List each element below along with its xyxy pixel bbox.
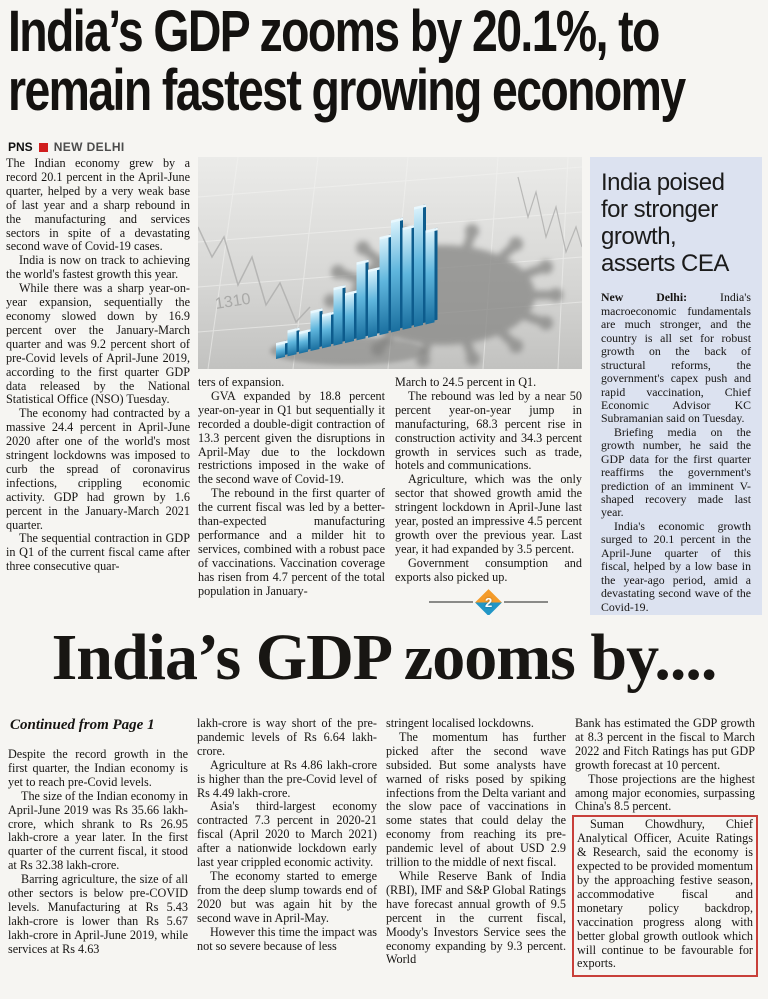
photo-watermark: 1310 [213,290,252,313]
paragraph: Government consumption and exports also picked up. [395,555,582,584]
gdp-bar-chart-photo [198,157,582,369]
main-headline-line1: India’s GDP zooms by 20.1%, to [8,0,659,64]
continued-from-label: Continued from Page 1 [10,717,155,733]
paragraph: The economy had contracted by a massive 24.4 percent in April-June 2020 after one of the world's most stringent lockdowns was imposed to curb the spread of coronavirus infections, crippling economic activity. GDP had grown by 1.6 percent in the January-March 2021 quarter. [6,406,190,532]
paragraph: lakh-crore is way short of the pre-pandemic levels of Rs 6.64 lakh-crore. [197,716,377,758]
paragraph: The size of the Indian economy in April-June 2019 was Rs 35.66 lakh-crore, which shrank to Rs 26.95 lakh-crore a year later. In the first quarter of the current fiscal, it stood at Rs 32.38 lakh-crore. [8,788,188,873]
paragraph: stringent localised lockdowns. [386,716,534,730]
paragraph: Bank has estimated the GDP growth at 8.3 percent in the fiscal to March 2022 and Fitch Ratings has put GDP growth forecast at 10 percent. [575,716,755,772]
end-mark [395,593,582,612]
paragraph: Asia's third-largest economy contracted 7.3 percent in 2020-21 fiscal (April 2020 to March 2021) after a nationwide lockdown early last year crippled economic activity. [197,799,377,870]
paragraph: The sequential contraction in GDP in Q1 of the current fiscal came after three consecutive quar- [6,531,190,574]
sidebar-headline: India poised for stronger growth, asserts CEA [601,169,729,278]
byline [0,138,768,157]
continuation-column-1 [8,717,188,999]
article-center [198,157,582,615]
paragraph: India's economic growth surged to 20.1 percent in the April-June quarter of this fiscal, helped by a low base in the year-ago period, amid a devastating second wave of the Covid-19. [601,518,751,614]
highlighted-quote-box [572,815,758,977]
paragraph: While Reserve Bank of India (RBI), IMF and S&P Global Ratings have forecast annual growth of 9.5 percent in the current fiscal, Moody's Investors Service sees the economy expanding by 9.3 percent. World [386,868,566,967]
main-headline [0,0,768,138]
paragraph: March to 24.5 percent in Q1. [395,375,537,389]
highlighted-paragraph: Suman Chowdhury, Chief Analytical Officer, Acuite Ratings & Research, said the economy is expected to be provided momentum by the approaching festive season, accommodative fiscal and monetary policy backdrop, vaccination progress along with better global growth outlook which will continue to be favourable for exports. [577,817,753,971]
byline-location: NEW DELHI [53,140,125,154]
byline-agency: PNS [8,140,33,154]
paragraph: Briefing media on the growth number, he said the GDP data for the first quarter reaffirms the government's prediction of an imminent V-shaped recovery made last year. [601,424,751,520]
continuation-column-3 [386,717,566,999]
continuation-headline: India’s GDP zooms by.... [51,621,717,694]
paragraph: The rebound was led by a near 50 percent year-on-year jump in manufacturing, 68.3 percent rise in construction activity and 34.3 percent growth in services such as trade, hotels and communications. [395,388,582,473]
paragraph: The rebound in the first quarter of the current fiscal was led by a better-than-expected manufacturing performance and a milder hit to services, combined with a robust pace of vaccinations. Vaccination coverage has risen from 4.7 percent of the total population in January- [198,486,385,598]
paragraph: Agriculture, which was the only sector that showed growth amid the stringent lockdown in April-June last year, posted an impressive 4.5 percent growth over the previous year. Last year, it had expanded by 3.5 percent. [395,472,582,556]
main-headline-line2: remain fastest growing economy [8,58,685,124]
article-body [0,157,768,615]
red-square-icon [39,143,48,152]
paragraph: The Indian economy grew by a record 20.1 percent in the April-June quarter, helped by a very weak base of last year and a sharp rebound in the manufacturing and services sectors in spite of a devastating second wave of Covid-19 cases. [6,157,190,254]
sidebar-article [590,157,762,615]
continuation-column-2 [197,717,377,999]
paragraph-text: India's macroeconomic fundamentals are much stronger, and the country is all set for robust growth on the back of structural reforms, the government's capex push and rapid vaccination, Chief Economic Advisor KC Subramanian said on Tuesday. [601,290,751,426]
paragraph: GVA expanded by 18.8 percent year-on-year in Q1 but sequentially it recorded a double-digit contraction of 13.3 percent given the disruptions in April-May due to the lockdown restrictions imposed in the wake of the second wave of Covid-19. [198,388,385,487]
paragraph: ters of expansion. [198,375,285,389]
paragraph: Barring agriculture, the size of all other sectors is below pre-COVID levels. Manufacturing at Rs 5.43 lakh-crore is lower than Rs 5.67 lakh-crore in April-June 2019, while services at Rs 4.63 [8,872,188,956]
paragraph: However this time the impact was not so severe because of less [197,924,377,953]
article-column-3 [395,376,582,612]
dateline: New Delhi: [601,290,688,305]
paragraph: Agriculture at Rs 4.86 lakh-crore is higher than the pre-Covid level of Rs 4.49 lakh-crore. [197,757,377,800]
continuation-column-4 [575,717,755,999]
end-mark-line [429,601,473,603]
paragraph: While there was a sharp year-on-year expansion, sequentially the economy slowed down by 16.9 percent over the January-March quarter and was 9.2 percent short of pre-Covid levels of April-June 2019, according to the first quarter GDP data released by the National Statistical Office (NSO) Tuesday. [6,281,190,407]
paragraph [601,291,751,425]
continuation-body [0,711,768,999]
sidebar-body [601,291,751,614]
paragraph: Despite the record growth in the first quarter, the Indian economy is yet to reach pre-Covid levels. [8,747,188,789]
end-mark-line [504,601,548,603]
paragraph: The economy started to emerge from the deep slump towards end of 2020 but was again hit by the second wave in April-May. [197,868,377,925]
end-mark-diamond-icon [475,589,502,615]
paragraph: India is now on track to achieving the world's fastest growth this year. [6,253,190,282]
article-column-2 [198,376,385,612]
end-mark-number: 2 [484,594,493,610]
paragraph: Those projections are the highest among major economies, surpassing China's 8.5 percent. [575,771,755,814]
paragraph: The momentum has further picked after the second wave subsided. But some analysts have warned of risks posed by spiking infections from the Delta variant and the slow pace of vaccinations in some states that could delay the economy from reaching its pre-pandemic level of about USD 2.9 trillion to the middle of next fiscal. [386,729,566,870]
article-column-1 [6,157,190,615]
